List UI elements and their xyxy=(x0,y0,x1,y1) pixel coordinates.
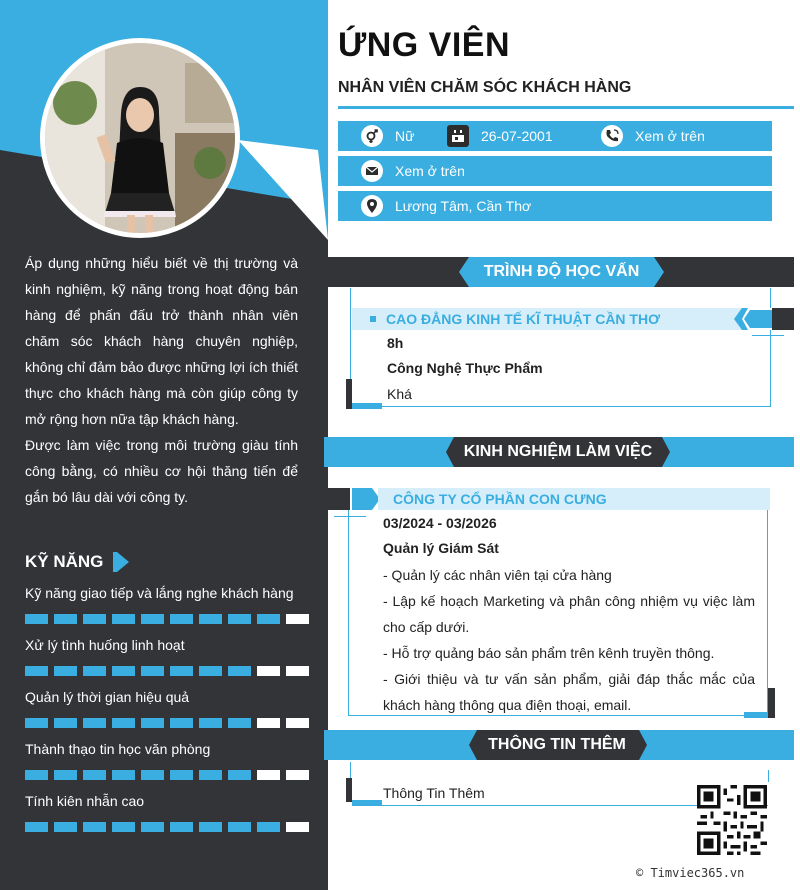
skill-segment-empty xyxy=(257,718,280,728)
skill-segment-filled xyxy=(228,718,251,728)
skill-segment-empty xyxy=(286,822,309,832)
email-item xyxy=(361,160,465,182)
birthday-value: 26-07-2001 xyxy=(481,128,553,144)
skill-segment-filled xyxy=(141,614,164,624)
address-item xyxy=(361,195,531,217)
skill-segment-filled xyxy=(112,718,135,728)
divider xyxy=(768,770,769,782)
timeline-marker xyxy=(768,688,775,718)
skill-segment-filled xyxy=(141,666,164,676)
extra-title: THÔNG TIN THÊM xyxy=(488,736,626,753)
divider xyxy=(752,335,784,336)
skill-name: Kỹ năng giao tiếp và lắng nghe khách hàng xyxy=(25,585,294,601)
education-title: TRÌNH ĐỘ HỌC VẤN xyxy=(483,263,640,280)
skill-segment-filled xyxy=(112,770,135,780)
skill-segment-filled xyxy=(257,822,280,832)
objective-paragraph: Được làm việc trong môi trường giàu tính công bằng, có nhiều cơ hội thăng tiến để gắn bó lâu dài với công ty. xyxy=(25,437,298,505)
education-section-bar xyxy=(324,257,794,287)
skill-segment-filled xyxy=(112,614,135,624)
skill-segment-filled xyxy=(54,822,77,832)
skill-segment-filled xyxy=(141,718,164,728)
experience-title: KINH NGHIỆM LÀM VIỆC xyxy=(463,443,653,460)
skill-level-bar xyxy=(25,822,310,832)
skill-segment-filled xyxy=(170,614,193,624)
education-duration: 8h xyxy=(387,335,404,351)
phone-value: Xem ở trên xyxy=(635,128,705,144)
skill-segment-empty xyxy=(257,770,280,780)
skill-level-bar xyxy=(25,770,310,780)
job-duty: - Quản lý các nhân viên tại cửa hàng xyxy=(383,567,612,583)
location-pin-icon xyxy=(361,195,383,217)
skill-segment-filled xyxy=(83,666,106,676)
skill-segment-filled xyxy=(228,666,251,676)
skill-segment-empty xyxy=(286,770,309,780)
skill-name: Tính kiên nhẫn cao xyxy=(25,793,145,809)
skill-segment-filled xyxy=(228,770,251,780)
job-duty: - Giới thiệu và tư vấn sản phẩm, giải đáp thắc mắc của khách hàng thông qua điện thoại, email. xyxy=(383,671,755,713)
skill-level-bar xyxy=(25,666,310,676)
job-period: 03/2024 - 03/2026 xyxy=(383,515,497,531)
skill-segment-filled xyxy=(228,614,251,624)
skill-segment-filled xyxy=(257,614,280,624)
contact-row-3 xyxy=(338,191,772,221)
job-duty: - Hỗ trợ quảng báo sản phẩm trên kênh truyền thông. xyxy=(383,645,715,661)
school-flag-decoration xyxy=(734,308,794,330)
company-flag-decoration xyxy=(328,488,380,510)
skill-segment-filled xyxy=(83,614,106,624)
skill-segment-filled xyxy=(170,666,193,676)
skill-segment-filled xyxy=(170,718,193,728)
skill-segment-filled xyxy=(25,666,48,676)
skill-segment-filled xyxy=(199,666,222,676)
skill-segment-filled xyxy=(25,822,48,832)
divider xyxy=(334,516,366,517)
arrow-right-icon xyxy=(117,552,129,572)
avatar xyxy=(40,38,240,238)
timeline-marker xyxy=(352,403,382,409)
skill-segment-filled xyxy=(25,718,48,728)
skill-item xyxy=(25,582,310,624)
skill-segment-filled xyxy=(54,718,77,728)
skill-segment-filled xyxy=(199,614,222,624)
gender-value: Nữ xyxy=(395,128,415,144)
skill-segment-filled xyxy=(54,770,77,780)
skills-title: KỸ NĂNG xyxy=(25,552,104,571)
job-role: Quản lý Giám Sát xyxy=(383,540,499,556)
skill-segment-filled xyxy=(83,718,106,728)
skill-segment-filled xyxy=(141,822,164,832)
skill-item xyxy=(25,790,310,832)
education-major: Công Nghệ Thực Phẩm xyxy=(387,360,543,376)
phone-icon xyxy=(601,125,623,147)
skill-segment-filled xyxy=(141,770,164,780)
education-grade: Khá xyxy=(387,386,412,402)
header-divider xyxy=(338,106,794,109)
skill-segment-filled xyxy=(54,666,77,676)
skill-name: Quản lý thời gian hiệu quả xyxy=(25,689,190,705)
career-objective xyxy=(25,250,298,510)
footer-credit: © Timviec365.vn xyxy=(636,866,745,880)
skill-segment-empty xyxy=(286,718,309,728)
phone-item xyxy=(601,125,705,147)
skill-segment-empty xyxy=(286,614,309,624)
contact-row-1 xyxy=(338,121,772,151)
email-value: Xem ở trên xyxy=(395,163,465,179)
company-name: CÔNG TY CỔ PHẦN CON CƯNG xyxy=(378,488,770,510)
birthday-item xyxy=(447,125,553,147)
candidate-name: ỨNG VIÊN xyxy=(338,26,511,64)
extra-section-bar xyxy=(324,730,794,760)
skill-segment-filled xyxy=(25,770,48,780)
school-name: CAO ĐẲNG KINH TẾ KĨ THUẬT CẦN THƠ xyxy=(352,308,742,330)
skill-segment-filled xyxy=(170,770,193,780)
skills-heading xyxy=(25,552,129,572)
address-value: Lương Tâm, Cần Thơ xyxy=(395,198,532,214)
experience-section-bar xyxy=(324,437,794,467)
skill-segment-filled xyxy=(83,822,106,832)
skill-segment-filled xyxy=(228,822,251,832)
skill-item xyxy=(25,738,310,780)
skill-segment-filled xyxy=(199,718,222,728)
skill-segment-filled xyxy=(112,666,135,676)
objective-paragraph: Áp dụng những hiểu biết về thị trường và kinh nghiệm, kỹ năng trong hoạt động bán hàng để phấn đấu trở thành nhân viên chăm sóc khách hàng chuyên nghiệp, không chỉ đảm bảo được những lợi ích thiết thực cho khách hàng mà còn giúp công ty mở rộng hơn nữa tập khách hàng. xyxy=(25,255,298,427)
skill-segment-empty xyxy=(286,666,309,676)
skill-segment-empty xyxy=(257,666,280,676)
calendar-icon xyxy=(447,125,469,147)
timeline-line xyxy=(348,508,349,716)
skill-name: Xử lý tình huống linh hoạt xyxy=(25,637,185,653)
job-duties xyxy=(383,562,755,718)
education-box xyxy=(350,288,771,407)
gender-item xyxy=(361,125,414,147)
skill-name: Thành thạo tin học văn phòng xyxy=(25,741,211,757)
mail-icon xyxy=(361,160,383,182)
skill-item xyxy=(25,634,310,676)
timeline-marker xyxy=(346,778,352,802)
skill-segment-filled xyxy=(170,822,193,832)
skill-segment-filled xyxy=(25,614,48,624)
skill-level-bar xyxy=(25,614,310,624)
skill-segment-filled xyxy=(199,822,222,832)
skill-segment-filled xyxy=(199,770,222,780)
extra-content: Thông Tin Thêm xyxy=(383,785,485,801)
qr-code-icon[interactable] xyxy=(697,785,767,855)
skill-level-bar xyxy=(25,718,310,728)
gender-icon xyxy=(361,125,383,147)
candidate-position: NHÂN VIÊN CHĂM SÓC KHÁCH HÀNG xyxy=(338,79,632,96)
contact-row-2 xyxy=(338,156,772,186)
skill-segment-filled xyxy=(112,822,135,832)
timeline-marker xyxy=(352,800,382,806)
skill-item xyxy=(25,686,310,728)
skill-segment-filled xyxy=(54,614,77,624)
job-duty: - Lập kế hoạch Marketing và phân công nhiệm vụ việc làm cho cấp dưới. xyxy=(383,593,755,635)
skill-segment-filled xyxy=(83,770,106,780)
